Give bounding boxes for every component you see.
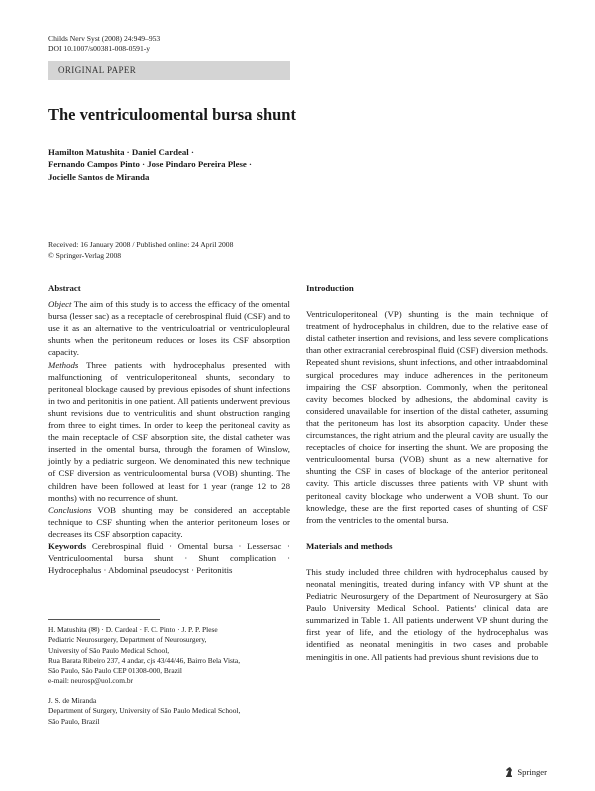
copyright-notice: © Springer-Verlag 2008 <box>48 250 122 260</box>
author-list <box>48 146 252 183</box>
introduction-heading: Introduction <box>306 283 354 293</box>
affiliation-line: University of São Paulo Medical School, <box>48 645 170 655</box>
publisher-name: Springer <box>517 767 547 777</box>
abstract-object <box>48 298 290 358</box>
affiliation-line: J. S. de Miranda <box>48 696 97 705</box>
methods-text: Three patients with hydrocephalus presented with malfunctioning of ventriculoperitoneal shunts, secondary to peritoneal blockage caused by previous episodes of shunt infections in two and peritonitis in one patient. All patients underwent previous shunt revisions due to ventriculitis and shunt obstruction ranging from three to eight times. In order to keep the peritoneal cavity as the main receptacle of CSF absorption site, the distal catheter was inserted in the omental bursa, through the foramen of Winslow, jointly by a pediatric surgeon. We denominated this new technique of CSF diversion as ventriculoomental bursa (VOB) shunting. The children have been followed at least for 1 year (range 12 to 28 months) with no recurrence of shunt. <box>48 359 290 503</box>
abstract-heading: Abstract <box>48 283 81 293</box>
affiliation-primary <box>48 625 293 687</box>
introduction-text: Ventriculoperitoneal (VP) shunting is the main technique of treatment of hydrocephalus in children, due to the relative ease of distal catheter insertion and revisions, and less severe complications than other extracranial cerebrospinal fluid (CSF) diversion methods. Repeated shunt revisions, shunt infections, and other intraabdominal surgical procedures may induce adherences in the peritoneum impairing the CSF absorption. Commonly, when the peritoneal cavity becomes blocked by adhesions, the abdominal cavity is considered unavailable for insertion of the distal catheter, assuming that the peritoneum has lost its absorption capacity. Under these circumstances, the right atrium and the pleural cavity are usually the receptacles of choice for inserting the shunt. We are proposing the ventriculoomental bursa (VOB) shunt as a new alternative for shunting the CSF in cases of blockage of the anterior peritoneal cavity. This article discusses three patients with VP shunt with peritoneal cavity blockage who underwent a VOB shunt. To our knowledge, these are the first reported cases of shunting of CSF from the ventricles to the omental bursa. <box>306 309 548 525</box>
author-line: Hamilton Matushita · Daniel Cardeal · <box>48 147 194 157</box>
publisher-logo <box>504 766 547 778</box>
affiliation-line: Department of Surgery, University of São Paulo Medical School, <box>48 706 241 716</box>
methods-label: Methods <box>48 359 79 370</box>
affiliation-line: Pediatric Neurosurgery, Department of Neurosurgery, <box>48 635 207 645</box>
affiliation-line: H. Matushita (✉) · D. Cardeal · F. C. Pinto · J. P. P. Plese <box>48 625 218 634</box>
affiliation-line: Rua Barata Ribeiro 237, 4 andar, cjs 43/44/46, Bairro Bela Vista, <box>48 655 241 665</box>
paper-title: The ventriculoomental bursa shunt <box>48 105 296 124</box>
journal-citation: Childs Nerv Syst (2008) 24:949–953 <box>48 34 161 43</box>
object-label: Object <box>48 299 72 310</box>
footnote-divider <box>48 619 160 620</box>
object-text: The aim of this study is to access the efficacy of the omental bursa (lesser sac) as a receptacle of cerebrospinal fluid (CSF) and to use it as an alternative to the ventriculoatrial or ventriculopleural shunts when the peritoneum reduces or loses its CSF absorption capacity. <box>48 299 290 358</box>
author-line: Jocielle Santos de Miranda <box>48 171 150 182</box>
article-type-banner <box>48 61 290 80</box>
body-column <box>306 282 548 663</box>
abstract-methods <box>48 359 290 504</box>
conclusions-label: Conclusions <box>48 504 92 515</box>
affiliation-line: São Paulo, São Paulo CEP 01308-000, Brazil <box>48 666 182 676</box>
publication-dates <box>48 240 233 261</box>
author-line: Fernando Campos Pinto · Jose Pindaro Pereira Plese · <box>48 159 252 170</box>
affiliation-line: São Paulo, Brazil <box>48 716 100 726</box>
methods-text: This study included three children with hydrocephalus caused by neonatal meningitis, treated during infancy with VP shunt at the Pediatric Neurosurgery of the Department of Neurosurgery at São Paulo University Medical School. Patients’ clinical data are summarized in Table 1. All patients underwent VP shunt during the first year of life, and the etiology of the hydrocephalus was identified as neonatal meningitis in two cases and probable meningitis in one. All patients had previous shunt revisions due to <box>306 566 548 662</box>
conclusions-text: VOB shunting may be considered an acceptable technique to CSF shunting when the anterior peritoneum loses or decreases its CSF absorption capacity. <box>48 504 290 539</box>
article-type-label: ORIGINAL PAPER <box>58 65 137 75</box>
abstract-column <box>48 282 290 576</box>
keywords <box>48 540 290 576</box>
methods-heading: Materials and methods <box>306 540 393 551</box>
affiliation-secondary <box>48 696 293 727</box>
journal-header <box>48 34 160 54</box>
journal-doi: DOI 10.1007/s00381-008-0591-y <box>48 44 151 53</box>
keywords-label: Keywords <box>48 540 87 551</box>
keywords-text: Cerebrospinal fluid · Omental bursa · Lessersac · Ventriculoomental bursa shunt · Shunt complication · Hydrocephalus · Abdominal pseudocyst · Peritonitis <box>48 540 290 576</box>
springer-chess-knight-icon <box>504 766 514 778</box>
received-date: Received: 16 January 2008 / Published online: 24 April 2008 <box>48 240 234 249</box>
abstract-conclusions <box>48 504 290 540</box>
contact-email[interactable]: e-mail: neurosp@uol.com.br <box>48 676 134 686</box>
